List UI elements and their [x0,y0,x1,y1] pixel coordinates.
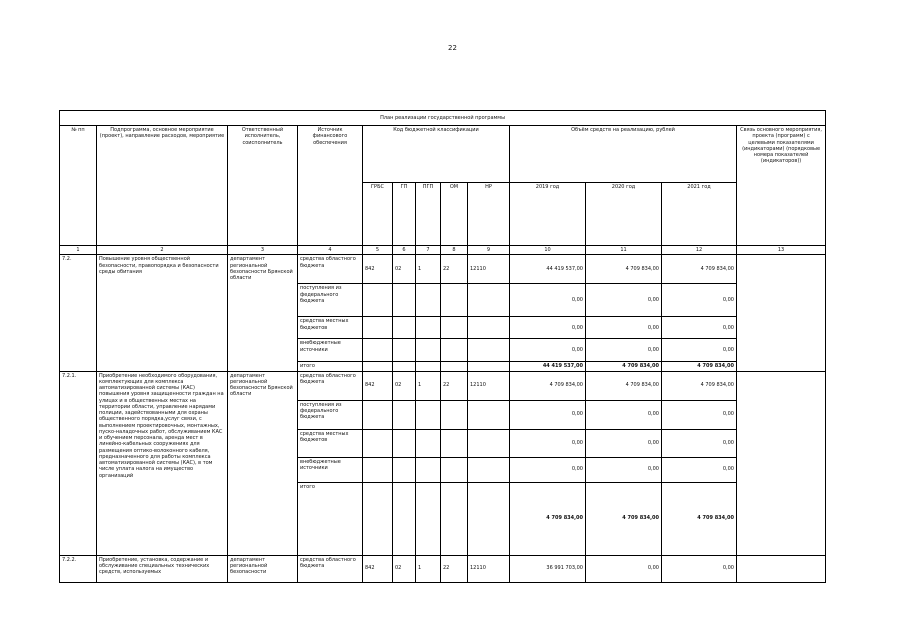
header-budget-code: Код бюджетной классификации [363,126,510,183]
row-grbs [363,429,393,457]
row-om: 22 [441,255,468,284]
row-2019: 0,00 [510,284,586,317]
row-gp [393,317,416,339]
header-link: Связь основного мероприятия, проекта (программ) с целевыми показателями (индикаторами) (порядковые номера показателей (индикаторов)) [737,126,826,246]
row-2021: 0,00 [662,555,737,582]
table-row [60,555,826,582]
row-nr: 12110 [468,555,510,582]
row-2019: 0,00 [510,429,586,457]
row-2019: 4 709 834,00 [510,482,586,555]
row-grbs [363,482,393,555]
col-number: 11 [586,246,662,255]
row-source: средства областного бюджета [298,255,363,284]
row-2021: 4 709 834,00 [662,362,737,371]
row-source: внебюджетные источники [298,339,363,362]
plan-table [59,110,826,583]
row-grbs [363,317,393,339]
row-grbs [363,457,393,482]
row-2021: 4 709 834,00 [662,482,737,555]
row-2020: 0,00 [586,400,662,429]
row-2019: 0,00 [510,339,586,362]
row-ppgp [416,284,441,317]
row-gp [393,482,416,555]
col-number: 10 [510,246,586,255]
row-source: внебюджетные источники [298,457,363,482]
header-ppgp: ПГП [416,183,441,246]
row-gp [393,400,416,429]
row-om [441,339,468,362]
row-number: 7.2. [60,255,97,371]
row-gp: 02 [393,255,416,284]
row-2021: 0,00 [662,284,737,317]
row-2019: 44 419 537,00 [510,255,586,284]
row-subprogram: Приобретение необходимого оборудования, комплектующих для комплекса автоматизированной системы (КАС) повышения уровня защищенности граждан на улицах и в общественных местах на территории области, управление нарядами полиции, задействованными для охраны общественного порядка,услуг связи, с выполнением проектировочных, монтажных, пуско-наладочных работ, обслуживанием КАС и обучением персонала, аренда мест в линейно-кабельных сооружениях для размещения оптико-волоконного кабеля, предназначенного для работы комплекса автоматизированной системы (КАС), в том числе уплата налога на имущество организаций [97,371,228,555]
row-subprogram: Приобретение, установка, содержание и обслуживание специальных технических средств, используемых [97,555,228,582]
table-row [60,371,826,400]
col-number: 12 [662,246,737,255]
row-2021: 0,00 [662,317,737,339]
col-number: 2 [97,246,228,255]
row-grbs: 842 [363,255,393,284]
header-executor: Ответственный исполнитель, соисполнитель [228,126,298,246]
row-2020: 4 709 834,00 [586,371,662,400]
row-om [441,482,468,555]
row-grbs: 842 [363,555,393,582]
header-grbs: ГРБС [363,183,393,246]
row-executor: департамент региональной безопасности Брянской области [228,255,298,371]
row-grbs [363,339,393,362]
row-link [737,371,826,555]
row-nr [468,429,510,457]
row-link [737,555,826,582]
row-grbs [363,400,393,429]
row-om: 22 [441,555,468,582]
row-subprogram: Повышение уровня общественной безопасности, правопорядка и безопасности среды обитания [97,255,228,371]
row-link [737,255,826,371]
row-source: поступления из федерального бюджета [298,400,363,429]
row-2020: 4 709 834,00 [586,255,662,284]
row-source: средства местных бюджетов [298,317,363,339]
row-nr [468,339,510,362]
row-gp: 02 [393,371,416,400]
row-nr [468,362,510,371]
row-ppgp: 1 [416,371,441,400]
row-grbs: 842 [363,371,393,400]
row-ppgp [416,429,441,457]
row-ppgp [416,317,441,339]
row-nr [468,284,510,317]
row-om [441,457,468,482]
col-number: 6 [393,246,416,255]
row-executor: департамент региональной безопасности [228,555,298,582]
row-gp [393,362,416,371]
row-2019: 4 709 834,00 [510,371,586,400]
col-number: 7 [416,246,441,255]
row-nr [468,457,510,482]
row-source: средства местных бюджетов [298,429,363,457]
row-om [441,284,468,317]
row-ppgp: 1 [416,255,441,284]
row-om [441,429,468,457]
row-grbs [363,284,393,317]
plan-table-container [59,110,825,583]
row-gp: 02 [393,555,416,582]
header-nr: НР [468,183,510,246]
row-nr: 12110 [468,255,510,284]
row-2020: 4 709 834,00 [586,482,662,555]
row-2021: 0,00 [662,457,737,482]
row-gp [393,339,416,362]
row-number: 7.2.1. [60,371,97,555]
header-gp: ГП [393,183,416,246]
row-2019: 36 991 703,00 [510,555,586,582]
col-number: 9 [468,246,510,255]
row-om [441,362,468,371]
row-ppgp [416,339,441,362]
row-2020: 0,00 [586,317,662,339]
page-number: 22 [448,44,457,52]
row-source: поступления из федерального бюджета [298,284,363,317]
row-source: средства областного бюджета [298,371,363,400]
header-no: № пп [60,126,97,246]
col-number: 1 [60,246,97,255]
row-source: итого [298,362,363,371]
row-2021: 0,00 [662,429,737,457]
row-ppgp [416,400,441,429]
row-om [441,317,468,339]
row-gp [393,457,416,482]
row-2020: 0,00 [586,457,662,482]
row-ppgp [416,457,441,482]
row-nr: 12110 [468,371,510,400]
table-caption: План реализации государственной программы [60,111,826,126]
header-source: Источник финансового обеспечения [298,126,363,246]
row-2019: 0,00 [510,400,586,429]
col-number: 13 [737,246,826,255]
row-2020: 0,00 [586,284,662,317]
row-2020: 0,00 [586,339,662,362]
row-om: 22 [441,371,468,400]
row-number: 7.2.2. [60,555,97,582]
row-gp [393,284,416,317]
col-number: 5 [363,246,393,255]
row-ppgp [416,362,441,371]
header-2019: 2019 год [510,183,586,246]
row-nr [468,317,510,339]
row-om [441,400,468,429]
header-2021: 2021 год [662,183,737,246]
col-number: 4 [298,246,363,255]
header-2020: 2020 год [586,183,662,246]
row-ppgp: 1 [416,555,441,582]
row-2021: 0,00 [662,339,737,362]
row-nr [468,400,510,429]
row-source: итого [298,482,363,555]
row-ppgp [416,482,441,555]
col-number: 8 [441,246,468,255]
row-2020: 0,00 [586,555,662,582]
row-nr [468,482,510,555]
row-2021: 4 709 834,00 [662,371,737,400]
row-executor: департамент региональной безопасности Брянской области [228,371,298,555]
row-2019: 0,00 [510,457,586,482]
header-volume: Объём средств на реализацию, рублей [510,126,737,183]
col-number: 3 [228,246,298,255]
row-grbs [363,362,393,371]
row-gp [393,429,416,457]
row-2021: 0,00 [662,400,737,429]
header-subprogram: Подпрограмма, основное мероприятие (проект), направление расходов, мероприятие [97,126,228,246]
row-2020: 4 709 834,00 [586,362,662,371]
table-row [60,255,826,284]
row-2020: 0,00 [586,429,662,457]
row-source: средства областного бюджета [298,555,363,582]
row-2021: 4 709 834,00 [662,255,737,284]
row-2019: 44 419 537,00 [510,362,586,371]
header-om: ОМ [441,183,468,246]
row-2019: 0,00 [510,317,586,339]
